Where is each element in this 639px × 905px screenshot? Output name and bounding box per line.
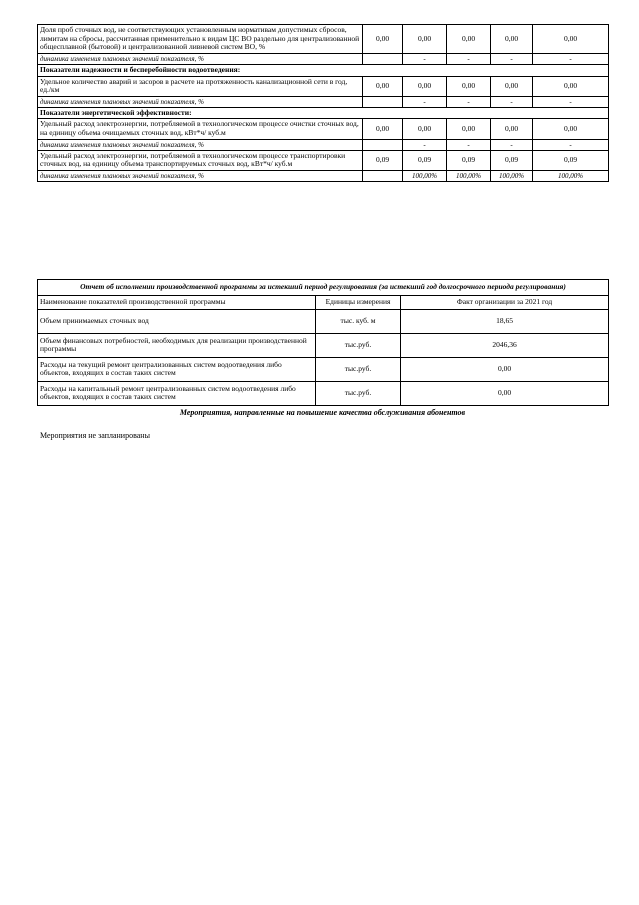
report-row bbox=[38, 381, 609, 405]
value-cell: 0,00 bbox=[403, 119, 447, 139]
report-title: Отчет об исполнении производственной программы за истекший период регулирования (за истекший год долгосрочного периода регулирования) bbox=[38, 280, 609, 296]
value-cell: 0,00 bbox=[447, 25, 491, 54]
value-cell: 0,00 bbox=[491, 76, 533, 96]
dynamics-label: динамика изменения плановых значений показателя, % bbox=[38, 139, 363, 150]
value-cell: - bbox=[533, 96, 609, 107]
report-row-unit: тыс.руб. bbox=[316, 381, 401, 405]
value-cell: 0,09 bbox=[491, 150, 533, 170]
value-cell: - bbox=[447, 139, 491, 150]
indicator-row bbox=[38, 150, 609, 170]
report-row-value: 0,00 bbox=[401, 381, 609, 405]
section-header: Показатели энергетической эффективности: bbox=[38, 107, 609, 119]
report-row-name: Расходы на текущий ремонт централизованных систем водоотведения либо объектов, входящих в состав таких систем bbox=[38, 357, 316, 381]
dynamics-label: динамика изменения плановых значений показателя, % bbox=[38, 96, 363, 107]
value-cell bbox=[363, 53, 403, 64]
report-row bbox=[38, 357, 609, 381]
dynamics-label: динамика изменения плановых значений показателя, % bbox=[38, 171, 363, 182]
value-cell: 0,00 bbox=[491, 119, 533, 139]
value-cell: 0,09 bbox=[533, 150, 609, 170]
dynamics-row bbox=[38, 139, 609, 150]
indicators-table bbox=[37, 24, 609, 182]
indicator-row bbox=[38, 25, 609, 54]
value-cell: 100,00% bbox=[491, 171, 533, 182]
report-row bbox=[38, 309, 609, 333]
value-cell: 0,00 bbox=[363, 25, 403, 54]
header-value: Факт организации за 2021 год bbox=[401, 295, 609, 309]
value-cell: 0,09 bbox=[363, 150, 403, 170]
report-row-name: Объем финансовых потребностей, необходимых для реализации производственной программы bbox=[38, 333, 316, 357]
value-cell: - bbox=[491, 96, 533, 107]
indicator-label: Удельное количество аварий и засоров в расчете на протяженность канализационной сети в год, ед./км bbox=[38, 76, 363, 96]
dynamics-row bbox=[38, 96, 609, 107]
measures-text: Мероприятия не запланированы bbox=[40, 431, 150, 440]
section-header-row bbox=[38, 107, 609, 119]
value-cell: 0,09 bbox=[403, 150, 447, 170]
section-header-row bbox=[38, 64, 609, 76]
value-cell: 100,00% bbox=[447, 171, 491, 182]
value-cell: 100,00% bbox=[533, 171, 609, 182]
value-cell: 0,00 bbox=[363, 119, 403, 139]
indicator-label: Доля проб сточных вод, не соответствующих установленным нормативам допустимых сбросов, лимитам на сбросы, рассчитанная применительно к видам ЦС ВО раздельно для централизованной общесплавной (бытовой) и централизованной ливневой систем ВО, % bbox=[38, 25, 363, 54]
value-cell: 0,00 bbox=[447, 119, 491, 139]
report-row-name: Расходы на капитальный ремонт централизованных систем водоотведения либо объектов, входящих в состав таких систем bbox=[38, 381, 316, 405]
value-cell: - bbox=[403, 139, 447, 150]
section-header: Показатели надежности и бесперебойности водоотведения: bbox=[38, 64, 609, 76]
report-row bbox=[38, 333, 609, 357]
value-cell bbox=[363, 96, 403, 107]
indicator-label: Удельный расход электроэнергии, потребляемой в технологическом процессе транспортировки сточных вод, на единицу объема транспортируемых сточных вод, кВт*ч/ куб.м bbox=[38, 150, 363, 170]
value-cell: - bbox=[403, 53, 447, 64]
value-cell: - bbox=[403, 96, 447, 107]
value-cell: 0,00 bbox=[403, 76, 447, 96]
value-cell: - bbox=[533, 53, 609, 64]
value-cell: 0,00 bbox=[363, 76, 403, 96]
indicator-row bbox=[38, 76, 609, 96]
report-row-value: 18,65 bbox=[401, 309, 609, 333]
report-row-unit: тыс. куб. м bbox=[316, 309, 401, 333]
dynamics-row bbox=[38, 53, 609, 64]
report-table bbox=[37, 279, 609, 406]
header-unit: Единицы измерения bbox=[316, 295, 401, 309]
dynamics-row bbox=[38, 171, 609, 182]
value-cell: - bbox=[447, 96, 491, 107]
value-cell: 0,00 bbox=[533, 76, 609, 96]
value-cell: 100,00% bbox=[403, 171, 447, 182]
value-cell: 0,00 bbox=[403, 25, 447, 54]
header-name: Наименование показателей производственной программы bbox=[38, 295, 316, 309]
report-title-row bbox=[38, 280, 609, 296]
value-cell: 0,00 bbox=[533, 119, 609, 139]
report-row-name: Объем принимаемых сточных вод bbox=[38, 309, 316, 333]
report-row-unit: тыс.руб. bbox=[316, 357, 401, 381]
value-cell: 0,00 bbox=[491, 25, 533, 54]
report-row-unit: тыс.руб. bbox=[316, 333, 401, 357]
value-cell bbox=[363, 171, 403, 182]
value-cell: - bbox=[533, 139, 609, 150]
value-cell bbox=[363, 139, 403, 150]
value-cell: 0,00 bbox=[447, 76, 491, 96]
value-cell: - bbox=[491, 139, 533, 150]
dynamics-label: динамика изменения плановых значений показателя, % bbox=[38, 53, 363, 64]
measures-title: Мероприятия, направленные на повышение качества обслуживания абонентов bbox=[179, 408, 466, 417]
indicator-row bbox=[38, 119, 609, 139]
indicator-label: Удельный расход электроэнергии, потребляемой в технологическом процессе очистки сточных вод, на единицу объема очищаемых сточных вод, кВт*ч/ куб.м bbox=[38, 119, 363, 139]
report-row-value: 0,00 bbox=[401, 357, 609, 381]
value-cell: 0,00 bbox=[533, 25, 609, 54]
report-header-row bbox=[38, 295, 609, 309]
value-cell: - bbox=[447, 53, 491, 64]
report-row-value: 2046,36 bbox=[401, 333, 609, 357]
value-cell: 0,09 bbox=[447, 150, 491, 170]
value-cell: - bbox=[491, 53, 533, 64]
